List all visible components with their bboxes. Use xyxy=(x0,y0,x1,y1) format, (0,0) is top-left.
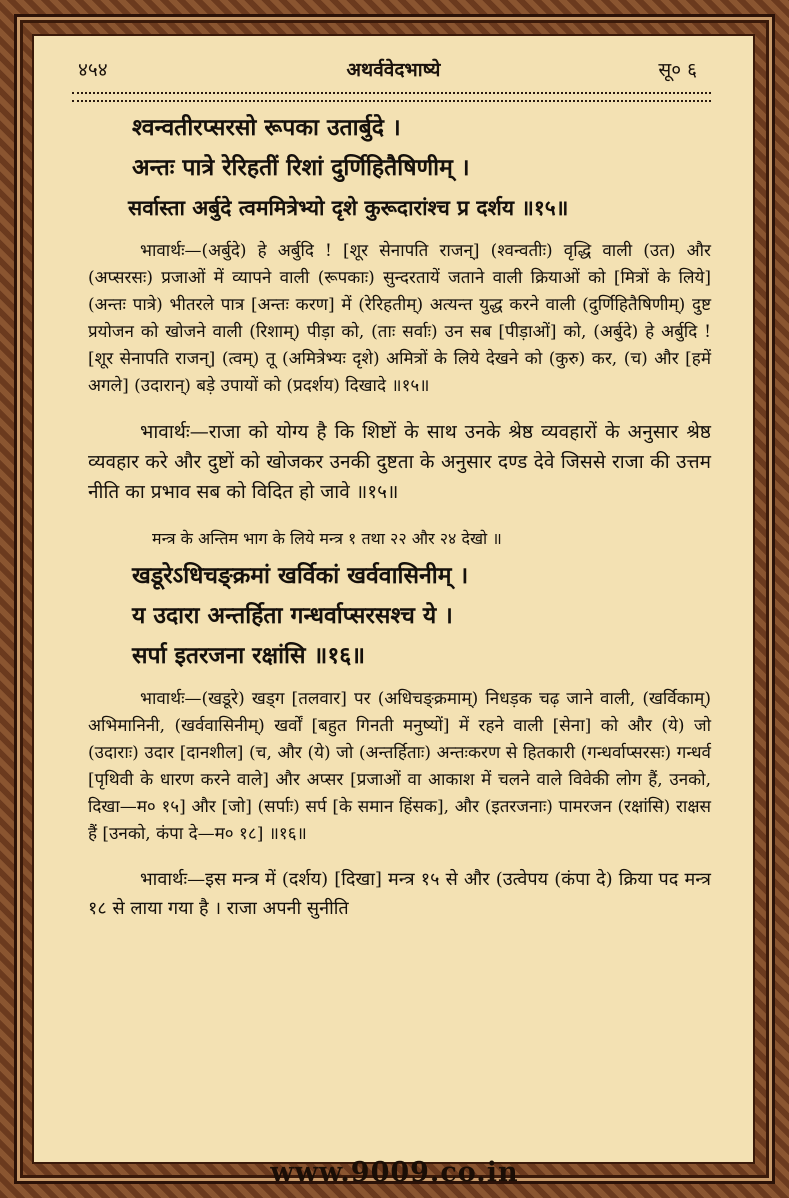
page-number: ४५४ xyxy=(78,59,108,81)
mantra-line: सर्वास्ता अर्बुदे त्वममित्रेभ्यो दृशे कुरूदारांश्च प्र दर्शय ॥१५॥ xyxy=(128,195,569,220)
footer-website-link[interactable]: www.9009.co.in xyxy=(270,1157,519,1188)
mantra-16 xyxy=(132,556,711,676)
reference-note: मन्त्र के अन्तिम भाग के लिये मन्त्र १ तथा २२ और २४ देखो ॥ xyxy=(152,529,502,548)
page-title: अथर्ववेदभाष्ये xyxy=(346,59,441,81)
mantra-line: अन्तः पात्रे रेरिहतीं रिशां दुर्णिहितैषिणीम् । xyxy=(132,154,470,181)
section-number: सू० ६ xyxy=(658,59,697,81)
mantra-line: सर्पा इतरजना रक्षांसि ॥१६॥ xyxy=(132,642,366,669)
bhavarth-16-summary: भावार्थः—इस मन्त्र में (दर्शय) [दिखा] मन्त्र १५ से और (उत्वेपय (कंपा दे) क्रिया पद मन्त्र १८ से लाया गया है । राजा अपनी सुनीति xyxy=(88,869,711,919)
page-header xyxy=(34,50,753,90)
scanned-page xyxy=(34,36,753,1162)
mantra-line: य उदारा अन्तर्हिता गन्धर्वाप्सरसश्च ये । xyxy=(132,602,453,629)
bhavarth-16-word-meaning: भावार्थः—(खडूरे) खड्ग [तलवार] पर (अधिचङ्क्रमाम्) निधड़क चढ़ जाने वाली, (खर्विकाम्) अभिमानिनी, (खर्ववासिनीम्) खर्वों [बहुत गिनती मनुष्यों] में रहने वाली [सेना] को और (ये) जो (उदाराः) उदार [दानशील] (च, और (ये) जो (अन्तर्हिताः) अन्तःकरण से हितकारी (गन्धर्वाप्सरसः) गन्धर्व [पृथिवी के धारण करने वाले] और अप्सर [प्रजाओं वा आकाश में चलने वाले विवेकी लोग हैं, उनको, दिखा—म० १५] और [जो] (सर्पाः) सर्प [के समान हिंसक], और (इतरजनाः) पामरजन (रक्षांसि) राक्षस हैं [उनको, कंपा दे—म० १८] ॥१६॥ xyxy=(88,689,711,844)
bhavarth-15-summary: भावार्थः—राजा को योग्य है कि शिष्टों के साथ उनके श्रेष्ठ व्यवहारों के अनुसार श्रेष्ठ व्यवहार करे और दुष्टों को खोजकर उनकी दुष्टता के अनुसार दण्ड देवे जिससे राजा की उत्तम नीति का प्रभाव सब को विदित हो जावे ॥१५॥ xyxy=(88,421,711,503)
mantra-15 xyxy=(128,108,711,228)
mantra-line: श्वन्वतीरप्सरसो रूपका उतार्बुदे । xyxy=(132,114,401,141)
mantra-line: खडूरेऽधिचङ्क्रमां खर्विकां खर्ववासिनीम् । xyxy=(132,562,469,589)
page-body xyxy=(88,108,711,941)
bhavarth-15-word-meaning: भावार्थः—(अर्बुदे) हे अर्बुदि ! [शूर सेनापति राजन्] (श्वन्वतीः) वृद्धि वाली (उत) और (अप्सरसः) प्रजाओं में व्यापने वाली (रूपकाः) सुन्दरतायें जताने वाली क्रियाओं को [मित्रों के लिये] (अन्तः पात्रे) भीतरले पात्र [अन्तः करण] में (रेरिहतीम्) अत्यन्त युद्ध करने वाली (दुर्णिहितैषिणीम्) दुष्ट प्रयोजन को खोजने वाली (रिशाम्) पीड़ा को, (ताः सर्वाः) उन सब [पीड़ाओं] को, (अर्बुदे) हे अर्बुदि ! [शूर सेनापति राजन्] (त्वम्) तू (अमित्रेभ्यः दृशे) अमित्रों के लिये देखने को (कुरु) कर, (च) और [हमें अगले] (उदारान्) बड़े उपायों को (प्रदर्शय) दिखादे ॥१५॥ xyxy=(88,241,711,396)
header-divider xyxy=(72,92,711,102)
